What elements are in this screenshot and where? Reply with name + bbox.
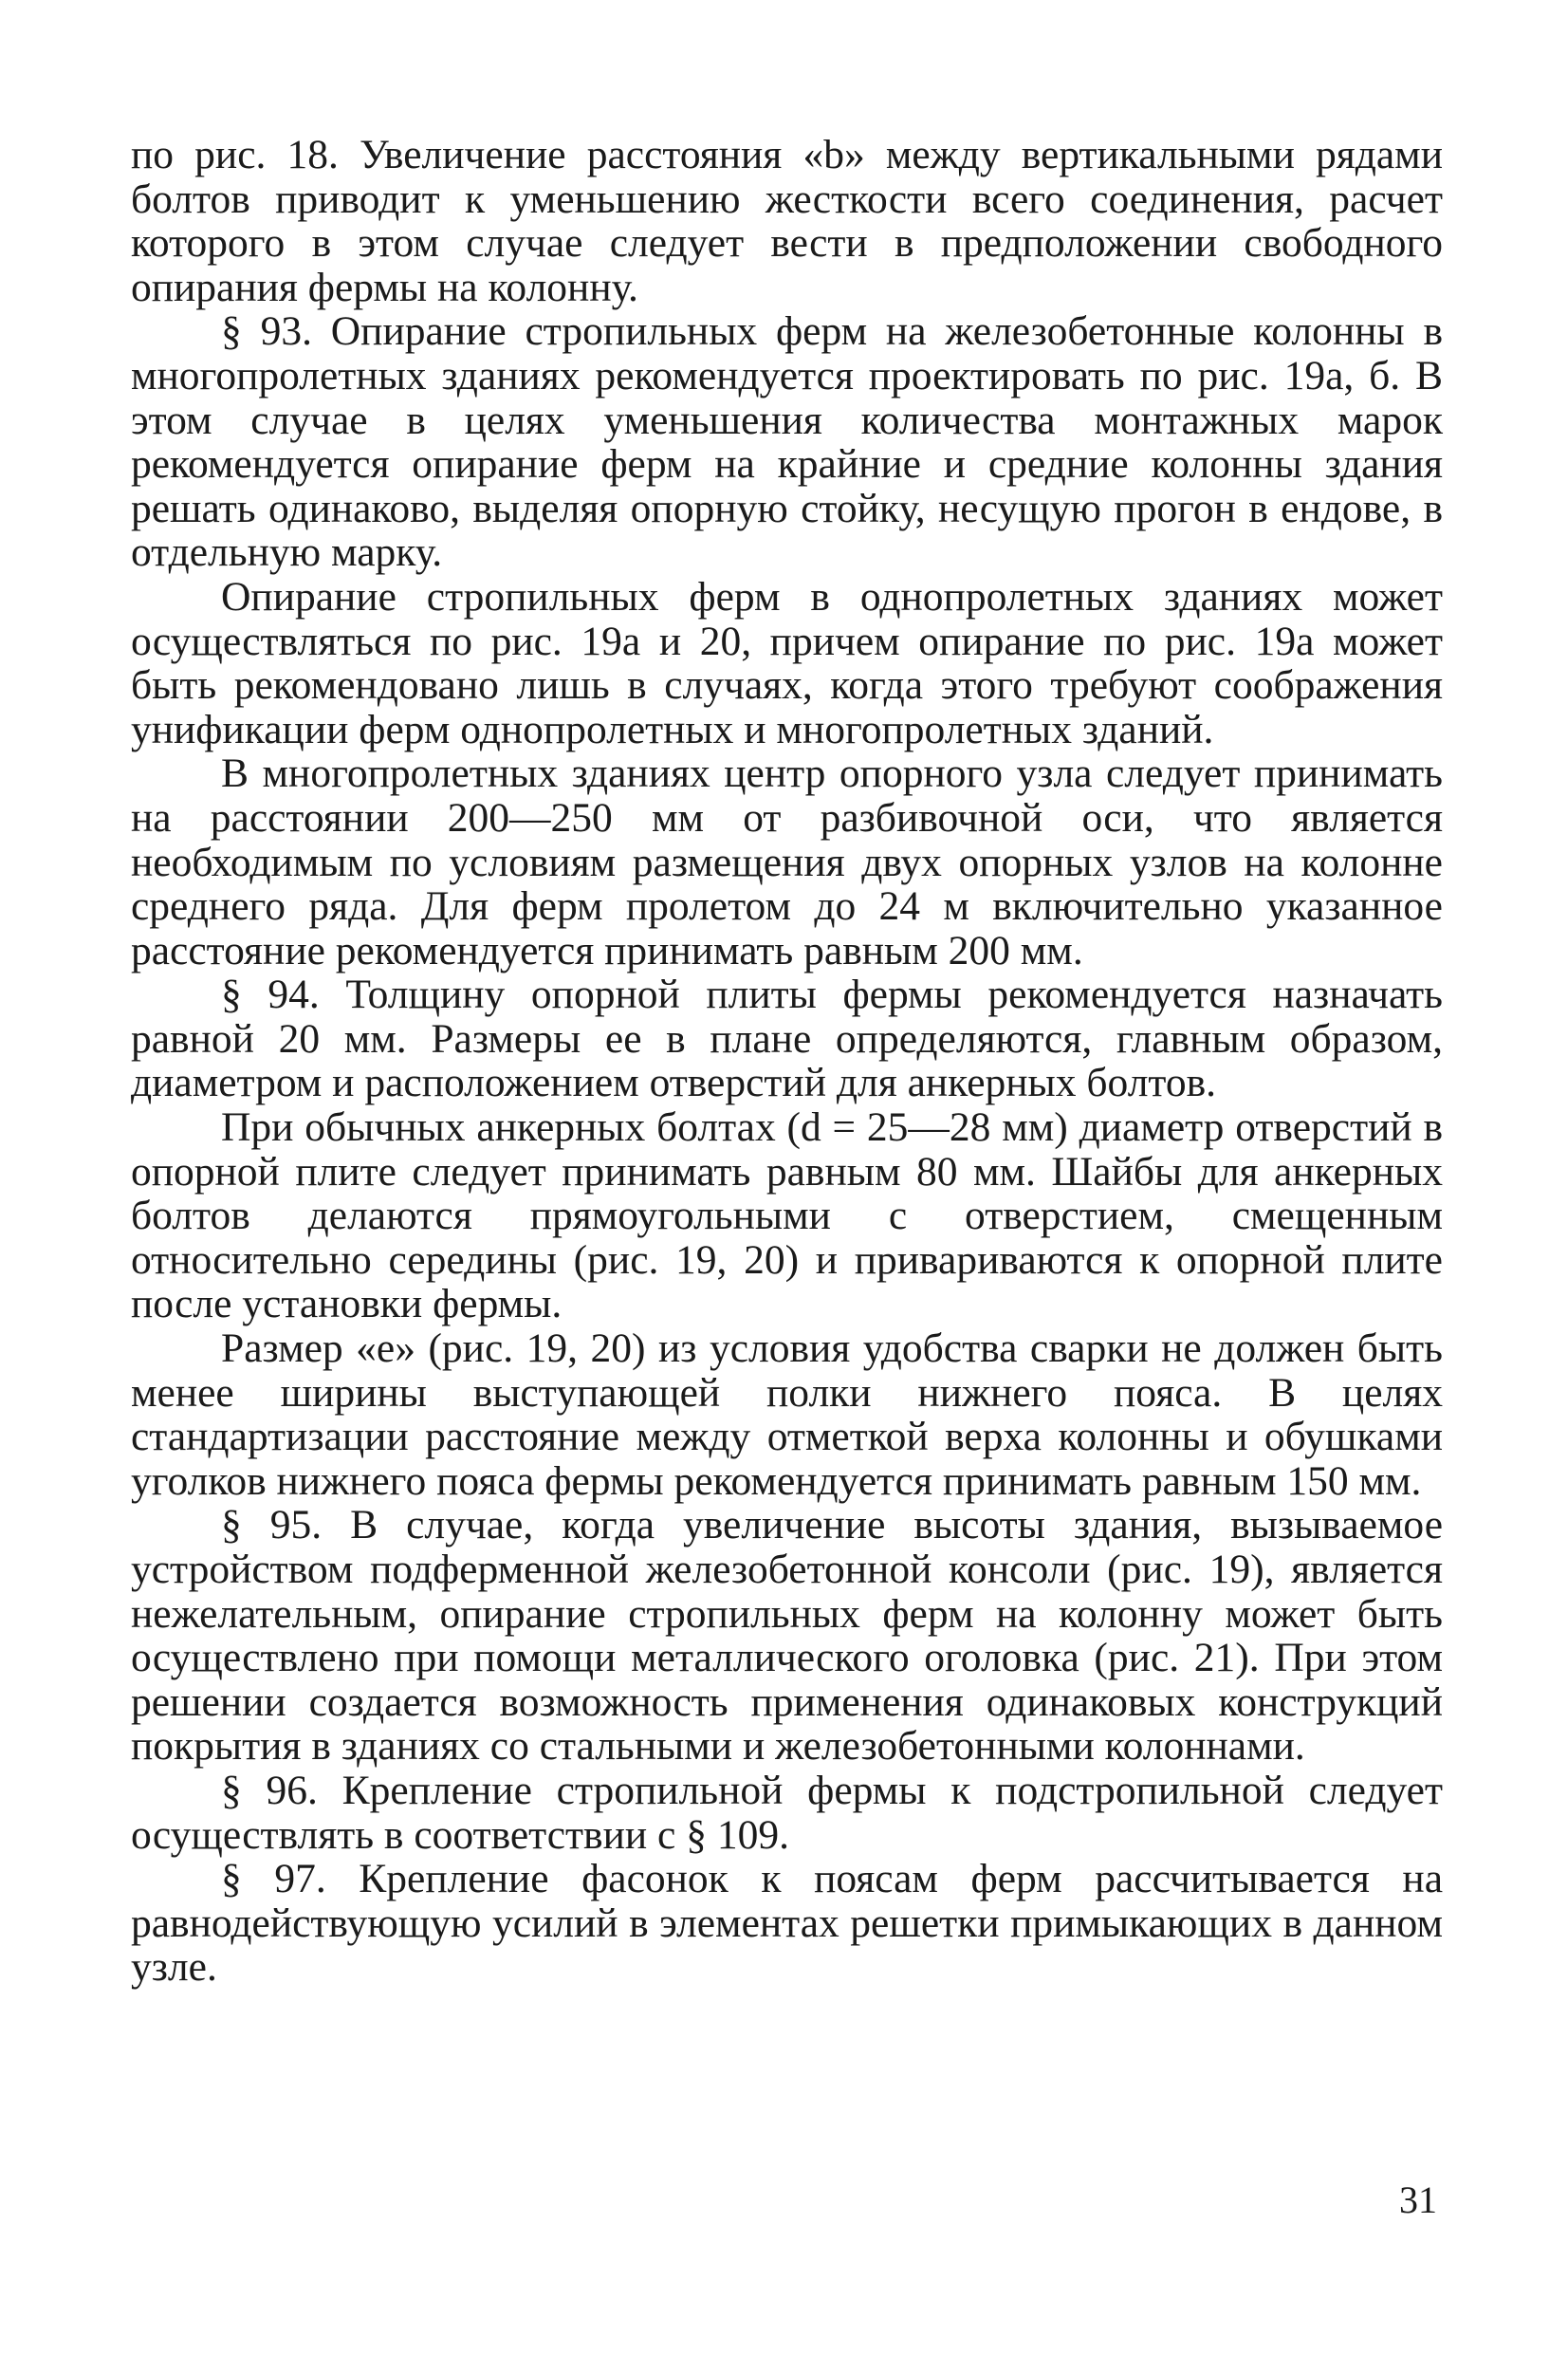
paragraph-section-93: § 93. Опирание стропильных ферм на железобетонные колонны в многопролетных зданиях рекомендуется проектировать по рис. 19а, б. В этом случае в целях уменьшения количества монтажных марок рекомендуется опирание ферм на крайние и средние колонны здания решать одинаково, выделяя опорную стойку, несущую прогон в ендове, в отдельную марку. <box>131 308 1443 576</box>
paragraph-multi-span-center: В многопролетных зданиях центр опорного узла следует принимать на расстоянии 200—250 мм от разбивочной оси, что является необходимым по условиям размещения двух опорных узлов на колонне среднего ряда. Для ферм пролетом до 24 м включительно указанное расстояние рекомендуется принимать равным 200 мм. <box>131 751 1443 973</box>
paragraph-anchor-bolts: При обычных анкерных болтах (d = 25—28 мм) диаметр отверстий в опорной плите следует принимать равным 80 мм. Шайбы для анкерных болтов делаются прямоугольными с отверстием, смещенным относительно середины (рис. 19, 20) и привариваются к опорной плите после установки фермы. <box>131 1104 1443 1327</box>
paragraph-section-95: § 95. В случае, когда увеличение высоты здания, вызываемое устройством подферменной железобетонной консоли (рис. 19), является нежелательным, опирание стропильных ферм на колонну может быть осуществлено при помощи металлического оголовка (рис. 21). При этом решении создается возможность применения одинаковых конструкций покрытия в зданиях со стальными и железобетонными колоннами. <box>131 1502 1443 1770</box>
page-body <box>131 133 1443 1990</box>
paragraph-section-97: § 97. Крепление фасонок к поясам ферм рассчитывается на равнодействующую усилий в элементах решетки примыкающих в данном узле. <box>131 1856 1443 1991</box>
paragraph-continuation: по рис. 18. Увеличение расстояния «b» между вертикальными рядами болтов приводит к уменьшению жесткости всего соединения, расчет которого в этом случае следует вести в предположении свободного опирания фермы на колонну. <box>131 132 1443 310</box>
paragraph-section-96: § 96. Крепление стропильной фермы к подстропильной следует осуществлять в соответствии с § 109. <box>131 1767 1443 1858</box>
paragraph-single-span-support: Опирание стропильных ферм в однопролетных зданиях может осуществляться по рис. 19а и 20, причем опирание по рис. 19а может быть рекомендовано лишь в случаях, когда этого требуют соображения унификации ферм однопролетных и многопролетных зданий. <box>131 573 1443 752</box>
page-number: 31 <box>1399 2178 1437 2221</box>
paragraph-section-94: § 94. Толщину опорной плиты фермы рекомендуется назначать равной 20 мм. Размеры ее в плане определяются, главным образом, диаметром и расположением отверстий для анкерных болтов. <box>131 972 1443 1106</box>
paragraph-dimension-e: Размер «е» (рис. 19, 20) из условия удобства сварки не должен быть менее ширины выступающей полки нижнего пояса. В целях стандартизации расстояние между отметкой верха колонны и обушками уголков нижнего пояса фермы рекомендуется принимать равным 150 мм. <box>131 1325 1443 1504</box>
